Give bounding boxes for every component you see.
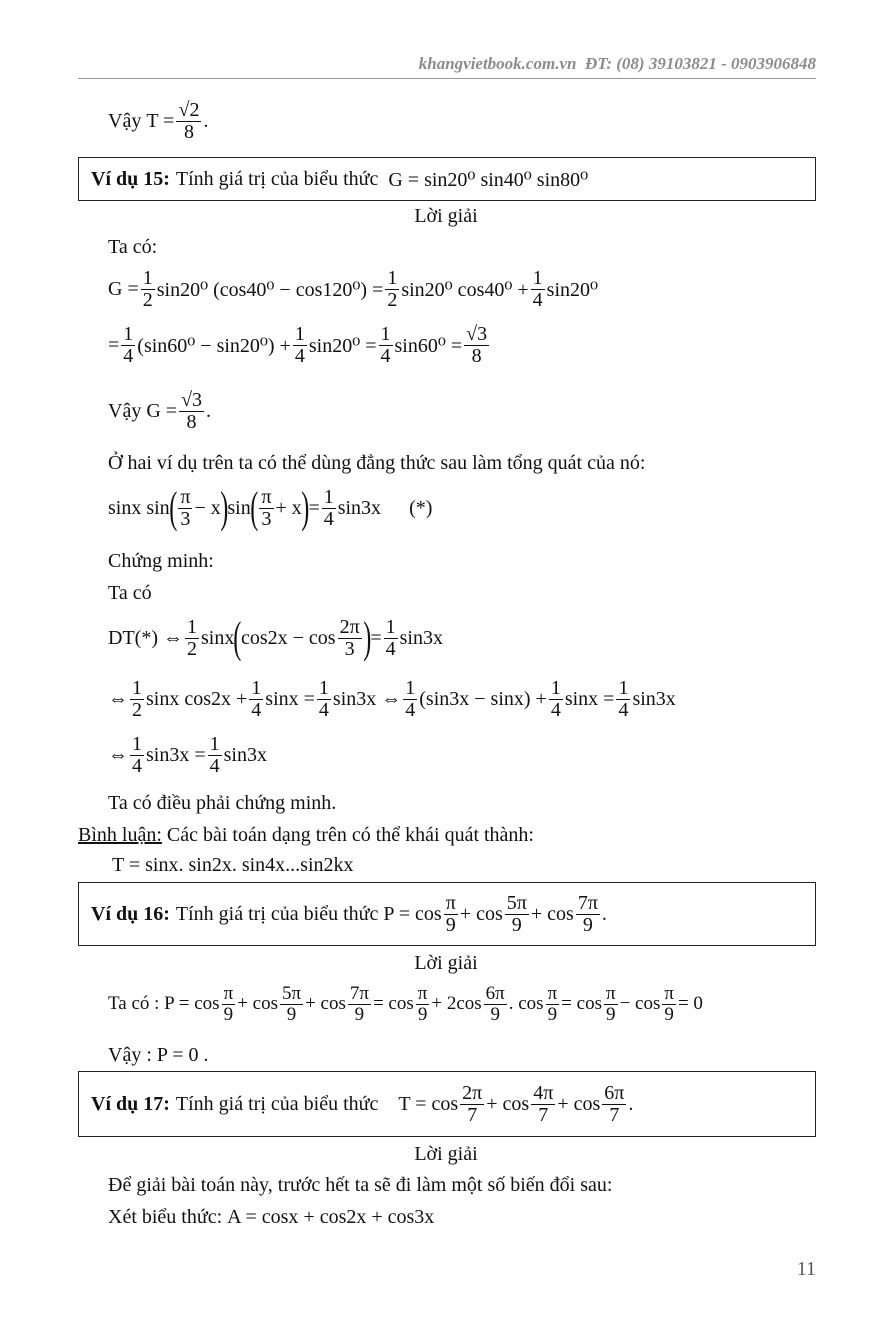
intro-17: Để giải bài toán này, trước hết ta sẽ đi làm một số biến đổi sau: — [108, 1174, 613, 1196]
fraction: $\frac{1}{4}$ — [380, 323, 391, 367]
t-general: T = sinx. sin2x. sin4x...sin2kx — [112, 854, 354, 876]
example-17-label: Ví dụ 17: — [91, 1092, 170, 1115]
fraction: $\frac{1}{4}$ — [209, 733, 220, 777]
fraction: 2π 3 — [339, 615, 360, 660]
fraction: $\frac{1}{4}$ — [323, 485, 334, 530]
example-17-box: Ví dụ 17: Tính giá trị của biểu thức T = cos 2π 7 + cos 4π 7 + cos 6π 7 . — [78, 1071, 816, 1137]
fraction: π 9 — [605, 983, 616, 1025]
proof-line-3: ⇔ 1 4 sin3x = $\frac{1}{4}$ sin3x — [108, 733, 267, 777]
fraction: $\frac{√3}{8}$ — [466, 323, 488, 367]
proof-line-1: DT(*) ⇔ 1 2 sinx ( cos2x − cos 2π 3 ) = $\frac{1}{4}$ sin3x — [108, 613, 443, 662]
proof-line-2: ⇔ 1 2 sinx cos2x + $\frac{1}{4}$ sinx = $\frac{1}{4}$ sin3x ⇔ 1 4 (sin3x − sinx) + $\frac{1}{4}$ sinx = $\frac{1}{4}$ sin3x — [108, 677, 676, 721]
header-site: khangvietbook.com.vn — [418, 54, 577, 73]
proof-title: Chứng minh: — [108, 550, 214, 572]
fraction: $\frac{1}{4}$ — [618, 677, 629, 721]
fraction: $\frac{1}{4}$ — [550, 677, 561, 721]
fraction: $\frac{7\pi}{9}$ — [349, 983, 369, 1025]
fraction: $\frac{1}{4}$ — [123, 323, 134, 367]
ta-co-2: Ta có — [108, 582, 152, 604]
solution-heading-15: Lời giải — [414, 205, 478, 227]
example-15-expr: G = sin20⁰ sin40⁰ sin80⁰ — [388, 168, 589, 191]
fraction: π 9 — [223, 983, 234, 1025]
conclusion-g: Vậy G = $\frac{√3}{8}$ . — [108, 389, 212, 433]
conclusion-t: Vậy T = $\frac{√2}{8}$ . — [108, 99, 209, 143]
fraction: 1 2 — [132, 677, 142, 721]
conclusion-p: Vậy : P = 0 . — [108, 1044, 209, 1066]
fraction: $\frac{√2}{8}$ — [178, 99, 200, 143]
fraction: π 9 — [445, 891, 456, 936]
comment-label: Bình luận: — [78, 824, 162, 846]
fraction: 1 4 — [405, 677, 416, 721]
equation-g-line1: G = $\frac{1}{2}$ sin20⁰ (cos40⁰ − cos120⁰) = $\frac{1}{2}$ sin20⁰ cos40⁰ + $\frac{1}{4}$ sin20⁰ — [108, 267, 599, 311]
fraction: $\frac{1}{4}$ — [532, 267, 543, 311]
example-16-box: Ví dụ 16: Tính giá trị của biểu thức P = cos π 9 + cos 5π 9 + cos 7π 9 . — [78, 882, 816, 946]
fraction: $\frac{\pi}{9}$ — [547, 983, 558, 1025]
qed-text: Ta có điều phải chứng minh. — [108, 792, 337, 814]
fraction: π 9 — [417, 983, 428, 1025]
page-number: 11 — [796, 1258, 816, 1280]
fraction: π 3 — [180, 485, 191, 530]
fraction: $\frac{1}{2}$ — [387, 267, 398, 311]
fraction: 1 4 — [132, 733, 142, 777]
fraction: π 3 — [261, 485, 272, 530]
identity-star: sinx sin ( π 3 − x ) sin ( π 3 + x ) = $\frac{1}{4}$ sin3x (*) — [108, 483, 433, 532]
fraction: 7π 9 — [577, 891, 598, 936]
fraction: $\frac{1}{4}$ — [251, 677, 262, 721]
fraction: $\frac{1}{2}$ — [142, 267, 153, 311]
fraction: $\frac{1}{4}$ — [294, 323, 305, 367]
equation-g-line2: = $\frac{1}{4}$ (sin60⁰ − sin20⁰) + $\frac{1}{4}$ sin20⁰ = $\frac{1}{4}$ sin60⁰ = $\frac{√3}{8}$ — [108, 323, 488, 367]
fraction: 6π 7 — [604, 1081, 625, 1126]
header-divider — [78, 78, 816, 79]
fraction: 5π 9 — [506, 891, 527, 936]
fraction: $\frac{1}{4}$ — [318, 677, 329, 721]
header-phone: ĐT: (08) 39103821 - 0903906848 — [584, 54, 816, 73]
fraction: 1 2 — [186, 615, 197, 660]
fraction: $\frac{\pi}{9}$ — [664, 983, 674, 1025]
fraction: 4π 7 — [533, 1081, 554, 1126]
fraction: $\frac{√3}{8}$ — [181, 389, 203, 433]
page-header — [419, 54, 816, 74]
fraction: 6π 9 — [485, 983, 505, 1025]
solution-heading-17: Lời giải — [414, 1143, 478, 1165]
xet-bieu-thuc: Xét biểu thức: A = cosx + cos2x + cos3x — [108, 1206, 435, 1228]
solution-heading-16: Lời giải — [414, 952, 478, 974]
ta-co-1: Ta có: — [108, 236, 158, 258]
example-15-label: Ví dụ 15: — [91, 167, 170, 190]
example-16-label: Ví dụ 16: — [91, 902, 170, 925]
fraction: $\frac{1}{4}$ — [385, 615, 396, 660]
fraction: 2π 7 — [462, 1081, 483, 1126]
fraction: 5π 9 — [281, 983, 302, 1025]
general-text: Ở hai ví dụ trên ta có thể dùng đẳng thức sau làm tổng quát của nó: — [108, 452, 646, 474]
comment: Bình luận: Các bài toán dạng trên có thể khái quát thành: — [78, 824, 534, 846]
example-15-box: Ví dụ 15: Tính giá trị của biểu thức G = sin20⁰ sin40⁰ sin80⁰ — [78, 157, 816, 201]
solution-16: Ta có : P = cos π 9 + cos 5π 9 + cos $\frac{7\pi}{9}$ = cos π 9 + 2cos 6π 9 . cos $\frac{\pi}{9}$ = cos π 9 − cos $\frac{\pi}{9}$ = 0 — [108, 983, 703, 1025]
